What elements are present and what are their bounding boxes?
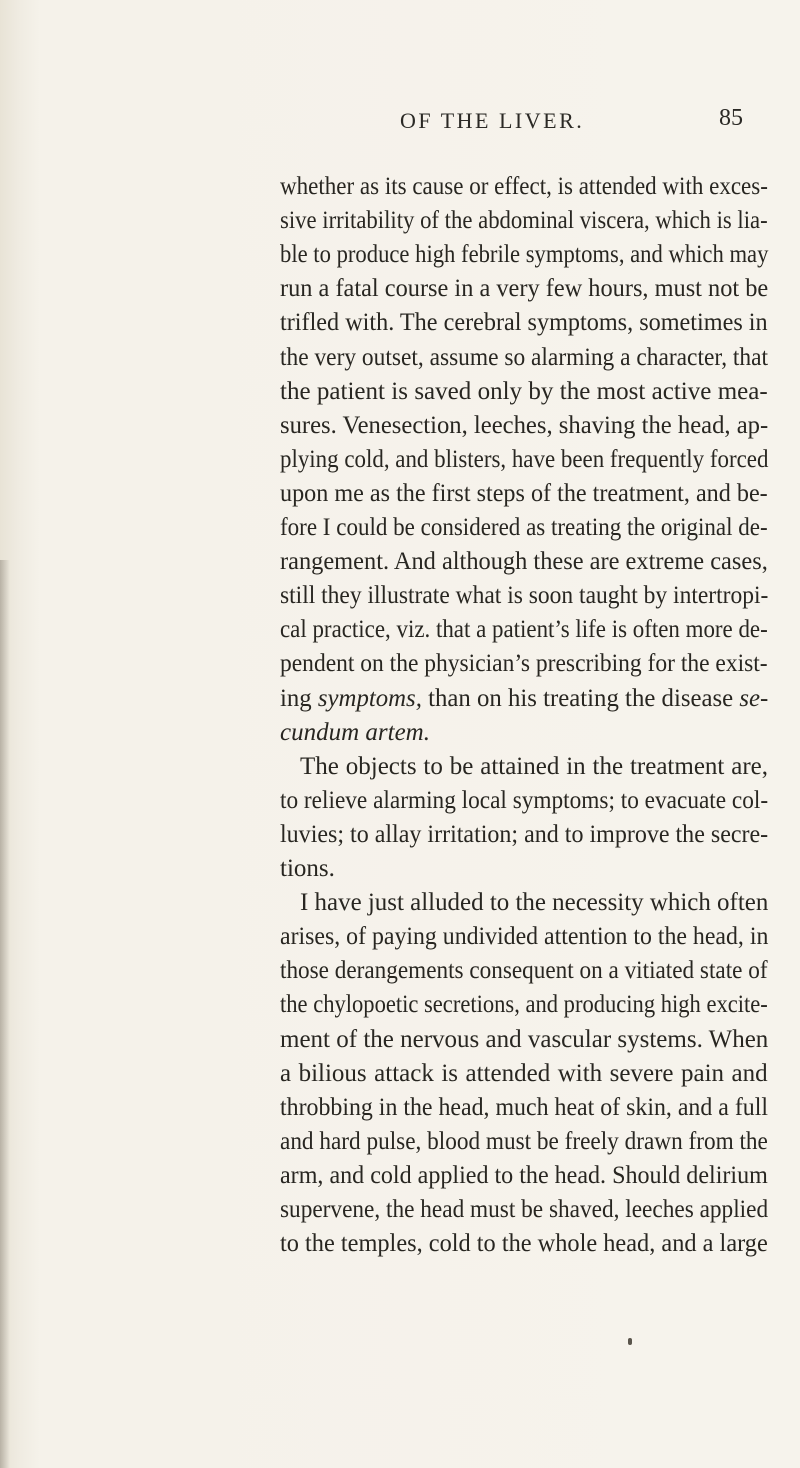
text-run: arm, and cold applied to the head. Should delirium [280, 1161, 768, 1189]
text-line [280, 238, 768, 272]
text-line [280, 818, 768, 852]
text-run: tions. [280, 855, 335, 882]
text-run: the chylopoetic secretions, and producing high excite- [280, 991, 768, 1019]
text-line [280, 170, 768, 204]
text-line [280, 988, 768, 1022]
text-run: sures. Venesection, leeches, shaving the head, ap- [280, 411, 769, 439]
text-run: I have just alluded to the necessity which often [300, 889, 769, 917]
text-line [280, 784, 768, 818]
text-run: cal practice, viz. that a patient’s life is often more de- [280, 616, 768, 644]
text-run: supervene, the head must be shaved, leeches applied [280, 1196, 769, 1223]
text-line [280, 341, 768, 375]
text-line [280, 1193, 768, 1227]
print-speck [628, 1338, 632, 1345]
text-run: run a fatal course in a very few hours, must not be [280, 275, 769, 303]
text-run: rangement. And although these are extreme cases, [280, 548, 768, 576]
text-line [280, 477, 768, 511]
text-run: trifled with. The cerebral symptoms, sometimes in [280, 309, 768, 337]
text-run: a bilious attack is attended with severe pain and [280, 1059, 768, 1087]
text-line [280, 1091, 768, 1125]
text-run: plying cold, and blisters, have been frequently forced [280, 445, 769, 473]
text-line [280, 682, 768, 716]
italic-text: symptoms, [317, 684, 422, 712]
text-run: to relieve alarming local symptoms; to evacuate col- [280, 786, 769, 814]
text-line [280, 443, 768, 477]
text-line [280, 272, 768, 306]
page-number: 85 [719, 105, 743, 131]
text-line [280, 204, 768, 238]
text-line [280, 545, 768, 579]
text-run: ing [280, 684, 318, 712]
text-run: the very outset, assume so alarming a character, that [280, 343, 769, 371]
text-line [280, 613, 768, 647]
text-line [280, 1057, 768, 1091]
text-line [280, 1023, 768, 1057]
text-line [280, 1227, 768, 1261]
text-line [300, 886, 768, 920]
text-run: ment of the nervous and vascular systems. When [280, 1025, 769, 1053]
text-run: ble to produce high febrile symptoms, and which may [280, 241, 769, 269]
text-run: sive irritability of the abdominal viscera, which is lia- [280, 207, 768, 235]
text-run: those derangements consequent on a vitiated state of [280, 957, 768, 985]
running-head: OF THE LIVER. [400, 108, 585, 133]
text-line [280, 511, 768, 545]
text-run: than on his treating the disease [421, 684, 740, 712]
text-line [280, 954, 768, 988]
text-line [280, 579, 768, 613]
text-line [280, 306, 768, 340]
text-line [280, 716, 430, 750]
text-run: the patient is saved only by the most active mea- [280, 377, 768, 405]
text-line [280, 375, 768, 409]
text-run: still they illustrate what is soon taught by intertropi- [280, 582, 769, 610]
text-run: to the temples, cold to the whole head, and a large [280, 1230, 768, 1258]
text-line [300, 750, 768, 784]
text-run: arises, of paying undivided attention to the head, in [280, 923, 769, 951]
text-run: luvies; to allay irritation; and to improve the secre- [280, 820, 769, 848]
text-line [280, 852, 335, 886]
text-line [280, 920, 768, 954]
text-run: throbbing in the head, much heat of skin, and a full [280, 1093, 768, 1121]
text-run: The objects to be attained in the treatment are, [300, 752, 769, 780]
text-line [280, 1159, 768, 1193]
gutter-shadow [0, 560, 10, 1468]
text-run: whether as its cause or effect, is attended with exces- [280, 173, 768, 200]
text-run: and hard pulse, blood must be freely drawn from the [280, 1127, 768, 1155]
text-run: upon me as the first steps of the treatment, and be- [280, 479, 768, 507]
text-line [280, 409, 768, 443]
text-run: pendent on the physician’s prescribing for the exist- [280, 650, 768, 678]
italic-text: se- [739, 684, 769, 712]
text-line [280, 1125, 768, 1159]
italic-text: cundum artem. [280, 718, 430, 746]
text-run: fore I could be considered as treating the original de- [280, 514, 768, 541]
text-line [280, 647, 768, 681]
